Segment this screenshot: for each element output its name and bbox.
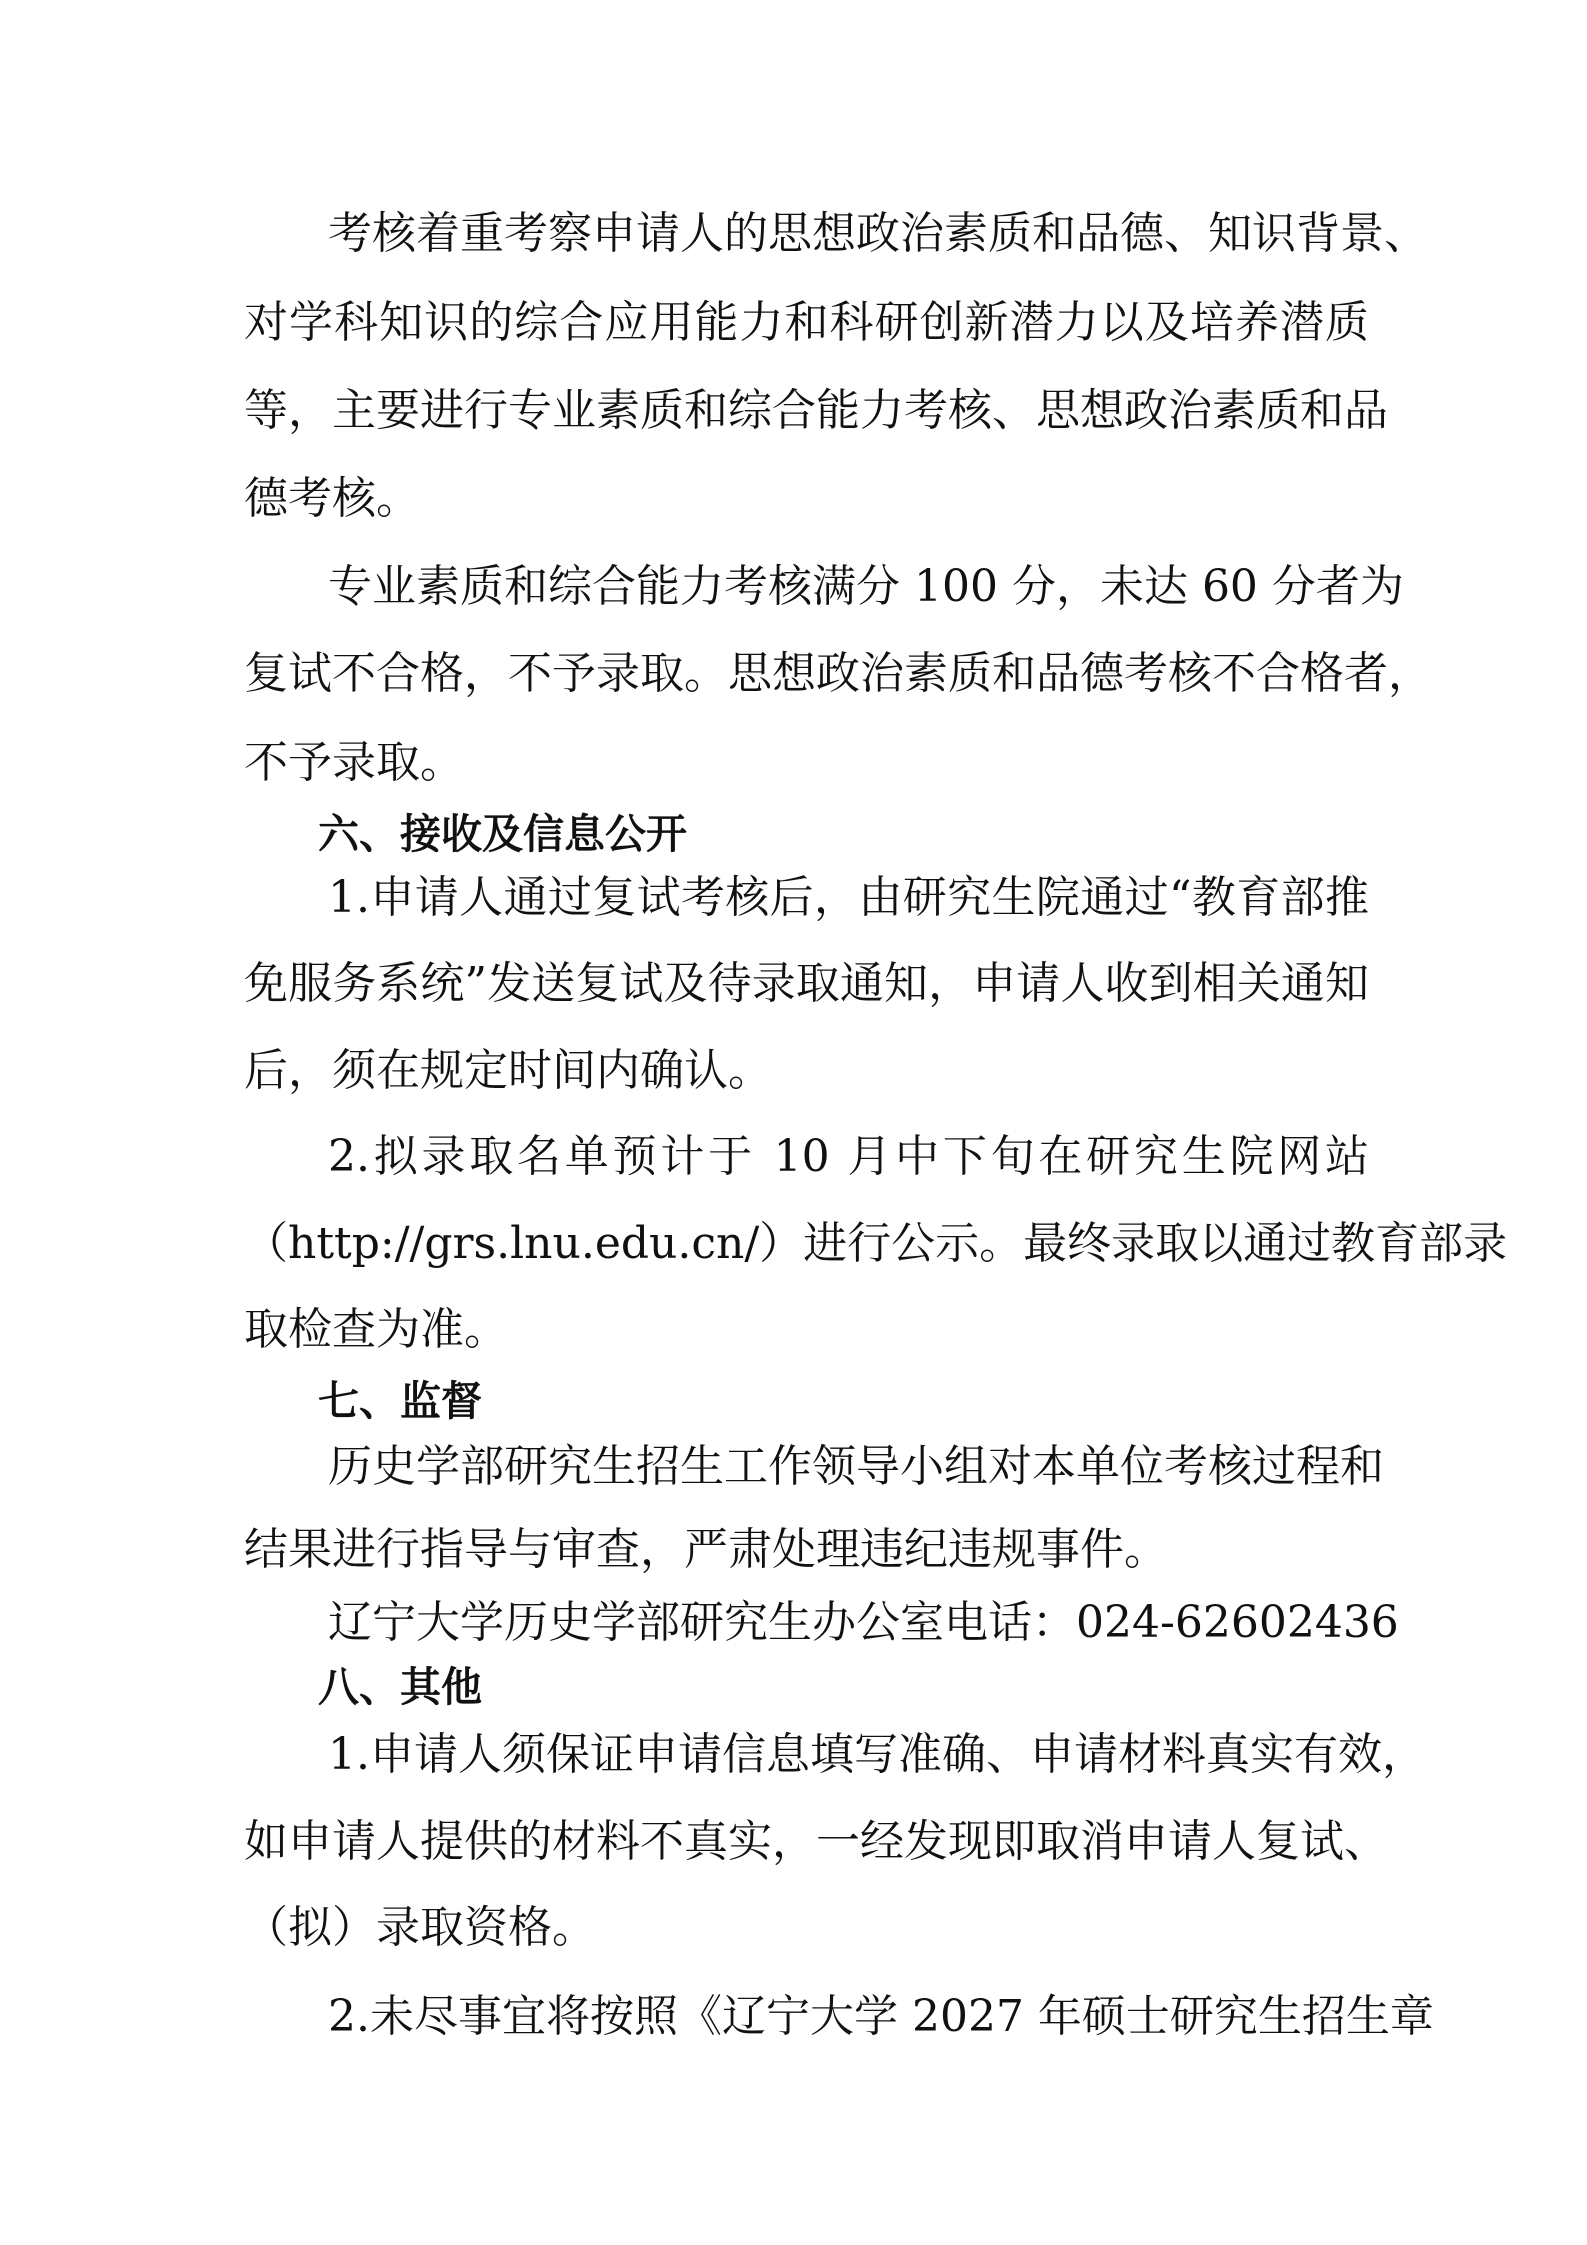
scoring-paragraph-line-1: 专业素质和综合能力考核满分 100 分，未达 60 分者为 [328,561,1404,612]
assessment-paragraph-line-1: 考核着重考察申请人的思想政治素质和品德、知识背景、 [328,208,1428,259]
admission-item-1-line-1: 1.申请人通过复试考核后，由研究生院通过“教育部推 [328,872,1369,923]
admission-item-1-line-2: 免服务系统”发送复试及待录取通知，申请人收到相关通知 [244,958,1369,1009]
assessment-paragraph-line-2: 对学科知识的综合应用能力和科研创新潜力以及培养潜质 [244,297,1369,348]
other-item-1-line-2: 如申请人提供的材料不真实，一经发现即取消申请人复试、 [244,1816,1388,1867]
other-item-1-line-3: （拟）录取资格。 [244,1902,596,1953]
section-heading-supervision: 七、监督 [318,1377,482,1425]
contact-phone-line: 辽宁大学历史学部研究生办公室电话：024-62602436 [328,1597,1399,1648]
scoring-paragraph-line-3: 不予录取。 [244,737,464,788]
admission-item-2-line-1: 2.拟录取名单预计于 10 月中下旬在研究生院网站 [328,1131,1369,1182]
supervision-paragraph-line-2: 结果进行指导与审查，严肃处理违纪违规事件。 [244,1524,1168,1575]
section-heading-admission-disclosure: 六、接收及信息公开 [318,810,687,858]
admission-item-2-line-3: 取检查为准。 [244,1304,508,1355]
admission-item-2-line-2: （http://grs.lnu.edu.cn/）进行公示。最终录取以通过教育部录 [244,1218,1508,1269]
section-heading-other: 八、其他 [318,1663,482,1711]
assessment-paragraph-line-4: 德考核。 [244,473,420,524]
other-item-1-line-1: 1.申请人须保证申请信息填写准确、申请材料真实有效， [328,1729,1426,1780]
scoring-paragraph-line-2: 复试不合格，不予录取。思想政治素质和品德考核不合格者， [244,648,1432,699]
assessment-paragraph-line-3: 等，主要进行专业素质和综合能力考核、思想政治素质和品 [244,385,1388,436]
admission-item-1-line-3: 后，须在规定时间内确认。 [244,1045,772,1096]
supervision-paragraph-line-1: 历史学部研究生招生工作领导小组对本单位考核过程和 [328,1441,1384,1492]
other-item-2-line-1: 2.未尽事宜将按照《辽宁大学 2027 年硕士研究生招生章 [328,1991,1434,2042]
